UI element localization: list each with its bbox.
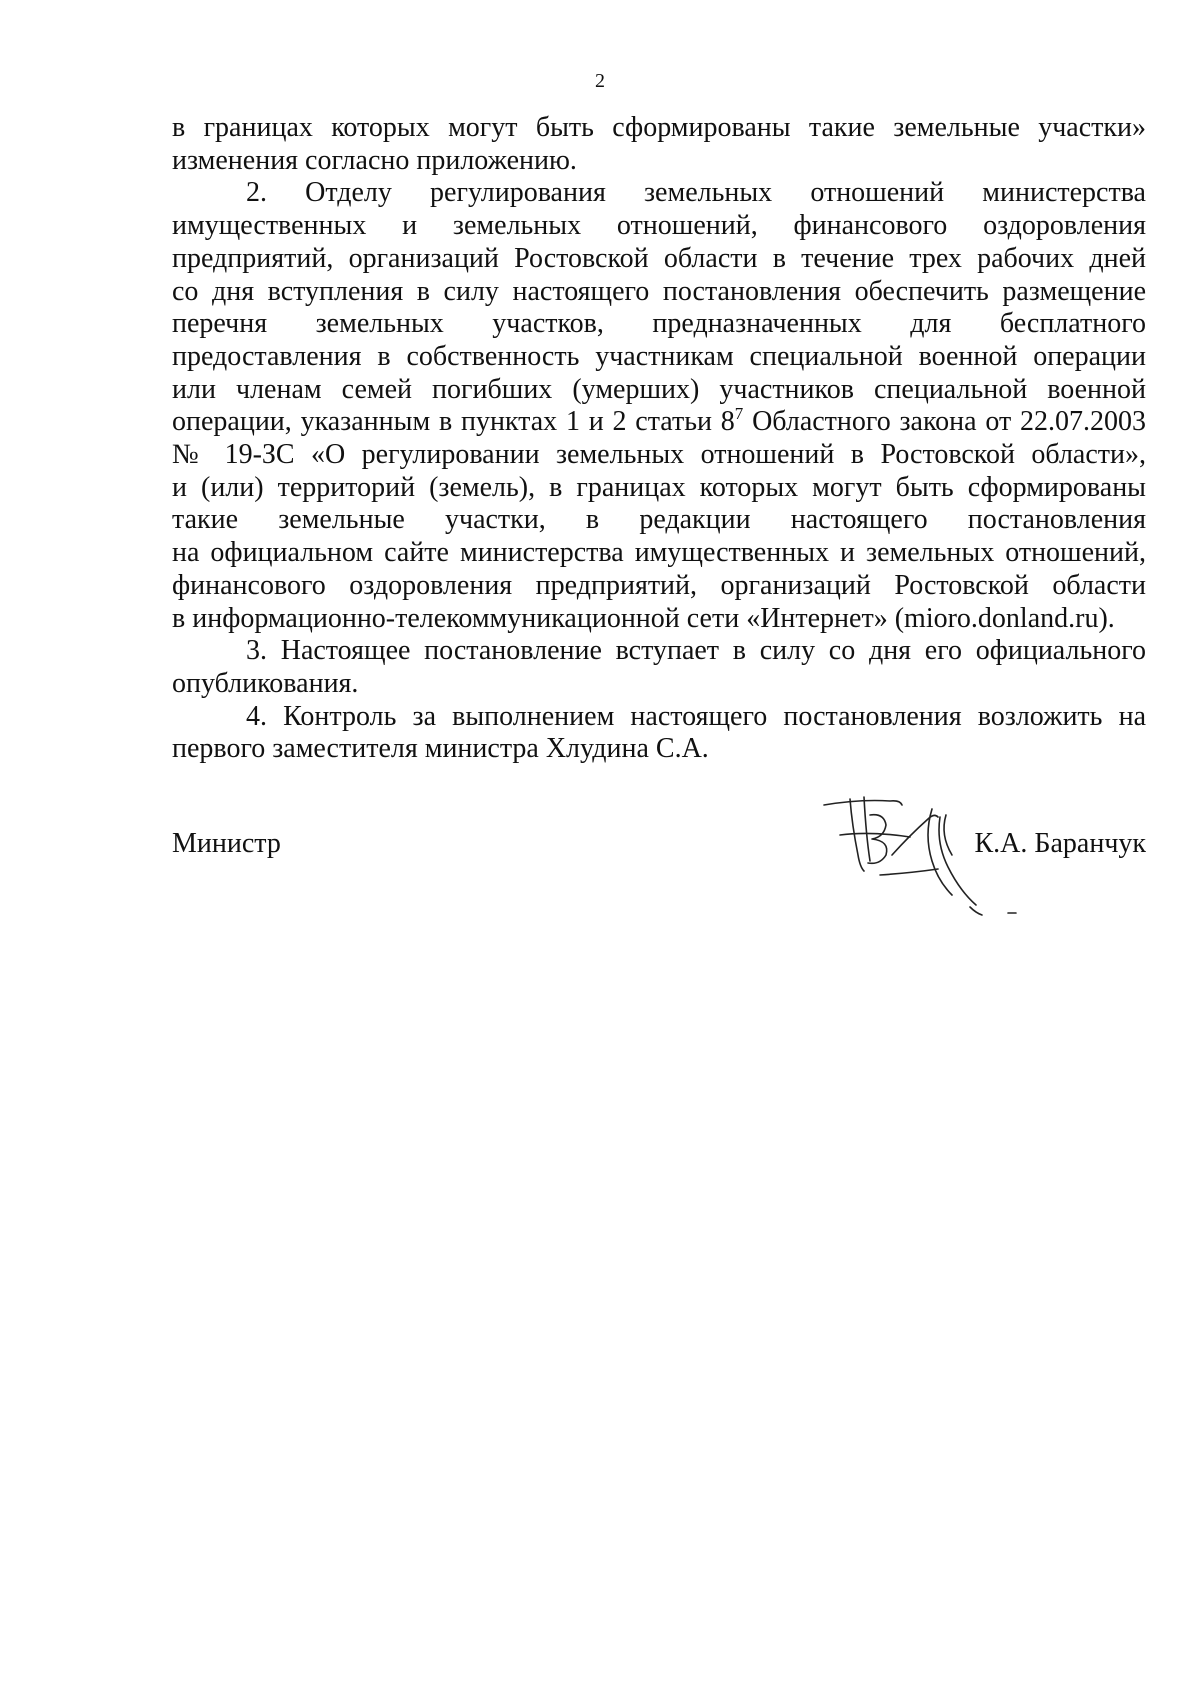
paragraph-3 [172, 635, 1146, 700]
text-line: на официальном сайте министерства имущественных и земельных отношений, [172, 537, 1146, 569]
text-line: опубликования. [172, 667, 359, 699]
text-line: в информационно-телекоммуникационной сети «Интернет» (mioro.donland.ru). [172, 602, 1115, 634]
text-line-with-superscript [172, 406, 1146, 439]
text-line: или членам семей погибших (умерших) участников специальной военной [172, 373, 1146, 405]
paragraph-2 [172, 177, 1146, 635]
text-line: 2. Отделу регулирования земельных отношений министерства [246, 177, 1146, 209]
document-body [172, 112, 1146, 766]
superscript: 7 [734, 404, 744, 424]
signature-block [172, 824, 1146, 864]
text-line: № 19-ЗС «О регулировании земельных отношений в Ростовской области», [172, 439, 1146, 471]
signatory-name: К.А. Баранчук [974, 828, 1146, 859]
text-fragment: операции, указанным в пунктах 1 и 2 статьи 8 [172, 406, 735, 438]
text-line: изменения согласно приложению. [172, 144, 577, 176]
text-line: перечня земельных участков, предназначенных для бесплатного [172, 308, 1146, 340]
text-fragment: Областного закона от 22.07.2003 [743, 406, 1146, 438]
text-line: 4. Контроль за выполнением настоящего постановления возложить на [246, 700, 1146, 732]
text-line: финансового оздоровления предприятий, организаций Ростовской области [172, 569, 1146, 601]
signatory-position: Министр [172, 828, 281, 859]
text-line: имущественных и земельных отношений, финансового оздоровления [172, 210, 1146, 242]
paragraph-1-continuation [172, 112, 1146, 177]
text-line: предоставления в собственность участникам специальной военной операции [172, 340, 1146, 372]
text-line: в границах которых могут быть сформированы такие земельные участки» [172, 112, 1146, 143]
text-line: и (или) территорий (земель), в границах которых могут быть сформированы [172, 471, 1146, 503]
text-line: 3. Настоящее постановление вступает в силу со дня его официального [246, 635, 1146, 667]
text-line: предприятий, организаций Ростовской области в течение трех рабочих дней [172, 242, 1146, 274]
page-number: 2 [595, 70, 605, 92]
text-line: первого заместителя министра Хлудина С.А. [172, 733, 709, 765]
paragraph-4 [172, 701, 1146, 766]
text-line: со дня вступления в силу настоящего постановления обеспечить размещение [172, 275, 1146, 307]
text-line: такие земельные участки, в редакции настоящего постановления [172, 504, 1146, 536]
